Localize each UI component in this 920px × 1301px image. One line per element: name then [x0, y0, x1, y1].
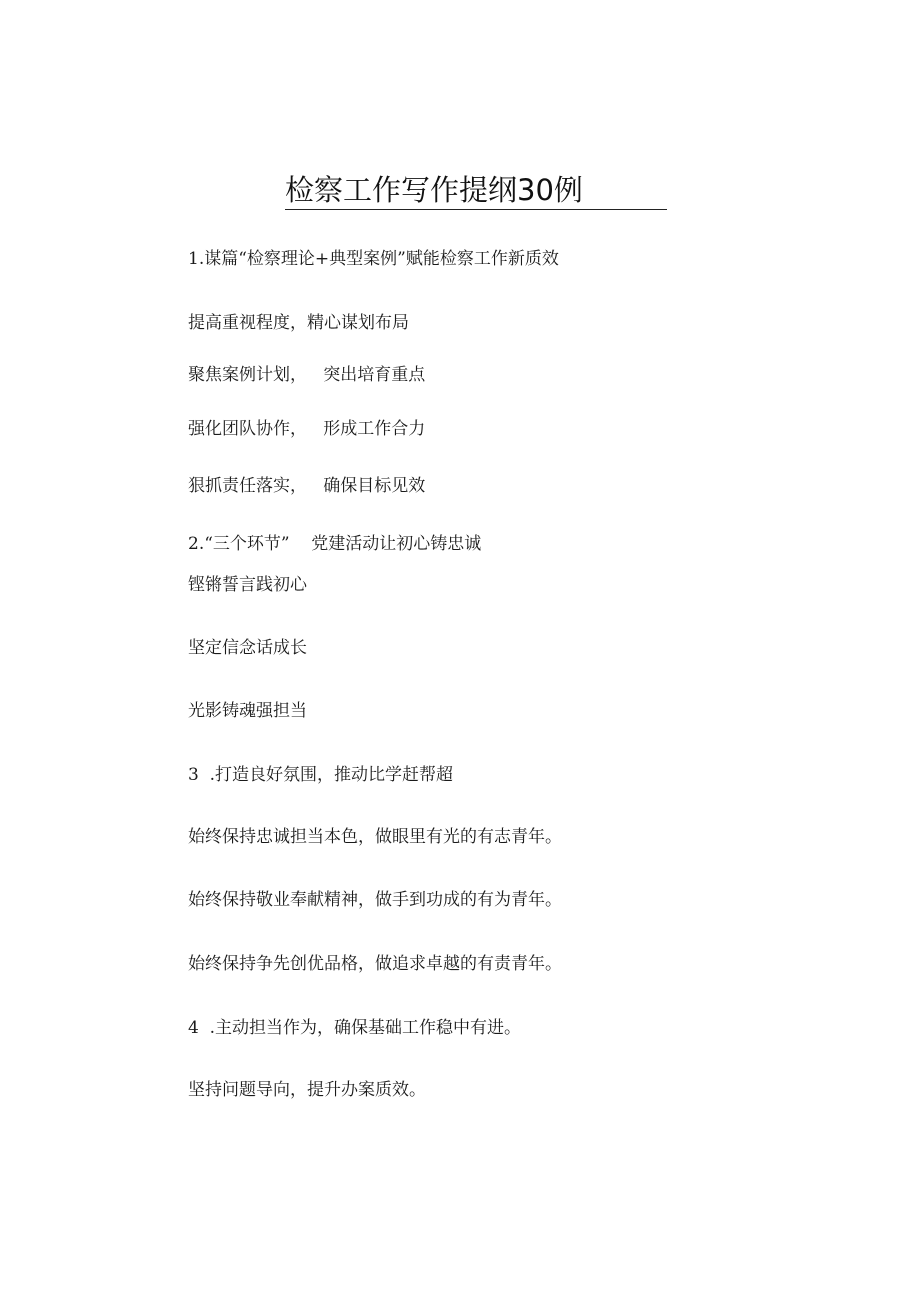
paragraph-line: 狠抓责任落实， 确保目标见效 [188, 476, 426, 496]
paragraph-line: 坚定信念话成长 [188, 638, 307, 658]
paragraph-line: 强化团队协作， 形成工作合力 [188, 419, 426, 439]
paragraph-line: 坚持问题导向，提升办案质效。 [188, 1080, 426, 1100]
paragraph-line: 提高重视程度，精心谋划布局 [188, 313, 409, 333]
paragraph-line: 光影铸魂强担当 [188, 701, 307, 721]
paragraph-line: 始终保持争先创优品格，做追求卓越的有责青年。 [188, 954, 562, 974]
document-title: 检察工作写作提纲30例 [285, 173, 583, 207]
paragraph-line: 始终保持敬业奉献精神，做手到功成的有为青年。 [188, 890, 562, 910]
section-heading-1: 1.谋篇“检察理论+典型案例”赋能检察工作新质效 [188, 249, 559, 269]
section-heading-4: 4 .主动担当作为，确保基础工作稳中有进。 [188, 1018, 522, 1038]
paragraph-line: 始终保持忠诚担当本色，做眼里有光的有志青年。 [188, 827, 562, 847]
paragraph-line: 铿锵誓言践初心 [188, 575, 307, 595]
section-heading-2: 2.“三个环节” 党建活动让初心铸忠诚 [188, 534, 482, 554]
section-heading-3: 3 .打造良好氛围，推动比学赶帮超 [188, 765, 454, 785]
paragraph-line: 聚焦案例计划， 突出培育重点 [188, 365, 426, 385]
title-underline [285, 209, 667, 210]
